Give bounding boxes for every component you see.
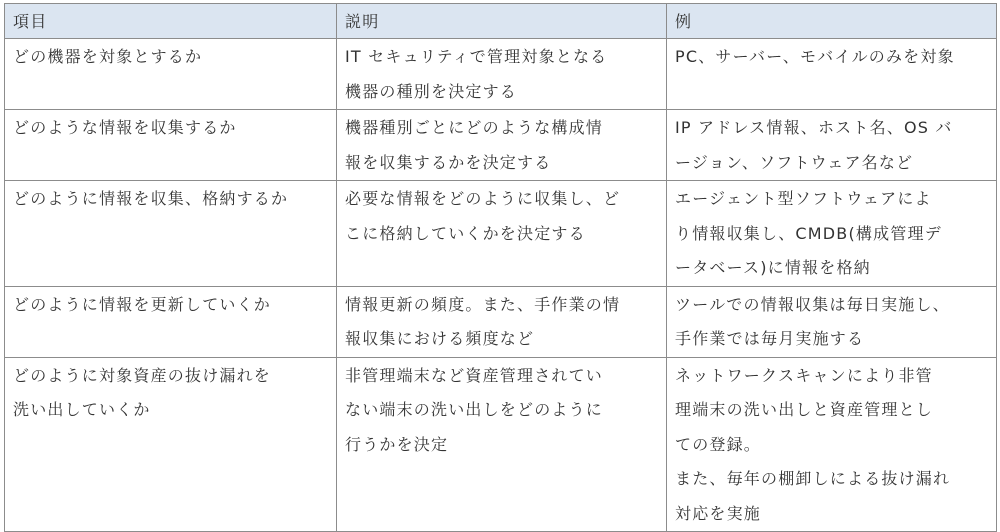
cell-line: ツールでの情報収集は毎日実施し、 xyxy=(675,294,950,314)
example-cell xyxy=(667,181,997,287)
item-cell xyxy=(5,39,337,110)
header-example: 例 xyxy=(667,4,997,39)
example-cell xyxy=(667,286,997,357)
description-cell xyxy=(337,357,667,532)
cell-line: IP アドレス情報、ホスト名、OS バ xyxy=(675,118,953,137)
item-cell xyxy=(5,181,337,287)
cell-line: IT セキュリティで管理対象となる xyxy=(345,47,608,66)
table-row xyxy=(5,286,997,357)
cell-line: ての登録。 xyxy=(675,434,762,454)
cell-line: どのような情報を収集するか xyxy=(13,118,237,137)
cell-line: どの機器を対象とするか xyxy=(13,47,203,66)
data-table xyxy=(4,3,997,532)
cell-line: どのように対象資産の抜け漏れを xyxy=(13,365,272,385)
header-description: 説明 xyxy=(337,4,667,39)
cell-line: 理端末の洗い出しと資産管理とし xyxy=(675,400,934,419)
cell-line: 機器種別ごとにどのような構成情 xyxy=(345,118,604,137)
cell-line: 洗い出していくか xyxy=(13,400,151,419)
cell-line: ない端末の洗い出しをどのように xyxy=(345,400,604,419)
example-cell xyxy=(667,357,997,532)
table-row xyxy=(5,39,997,110)
item-cell xyxy=(5,286,337,357)
cell-line: 報を収集するかを決定する xyxy=(345,152,552,172)
header-row xyxy=(5,4,997,39)
description-cell xyxy=(337,39,667,110)
cell-line: PC、サーバー、モバイルのみを対象 xyxy=(675,47,955,66)
cell-line: 機器の種別を決定する xyxy=(345,81,518,101)
cell-line: 非管理端末など資産管理されてい xyxy=(345,365,604,385)
cell-line: 行うかを決定 xyxy=(345,434,449,454)
cell-line: こに格納していくかを決定する xyxy=(345,223,586,243)
example-cell xyxy=(667,110,997,181)
description-cell xyxy=(337,110,667,181)
cell-line: ネットワークスキャンにより非管 xyxy=(675,365,933,385)
header-item: 項目 xyxy=(5,4,337,39)
cell-line: り情報収集し、CMDB(構成管理デ xyxy=(675,223,942,243)
table-row xyxy=(5,181,997,287)
description-cell xyxy=(337,181,667,287)
item-cell xyxy=(5,110,337,181)
item-cell xyxy=(5,357,337,532)
cell-line: また、毎年の棚卸しによる抜け漏れ xyxy=(675,469,951,488)
cell-line: どのように情報を収集、格納するか xyxy=(13,189,289,208)
example-cell xyxy=(667,39,997,110)
cell-line: 報収集における頻度など xyxy=(345,329,535,348)
cell-line: 必要な情報をどのように収集し、ど xyxy=(345,189,621,208)
cell-line: 情報更新の頻度。また、手作業の情 xyxy=(345,294,621,314)
cell-line: エージェント型ソフトウェアによ xyxy=(675,189,932,208)
cell-line: ータベース)に情報を格納 xyxy=(675,258,871,277)
cell-line: どのように情報を更新していくか xyxy=(13,294,272,314)
cell-line: 手作業では毎月実施する xyxy=(675,329,865,348)
table-row xyxy=(5,110,997,181)
cell-line: ージョン、ソフトウェア名など xyxy=(675,152,914,172)
description-cell xyxy=(337,286,667,357)
table-row xyxy=(5,357,997,532)
cell-line: 対応を実施 xyxy=(675,503,762,523)
